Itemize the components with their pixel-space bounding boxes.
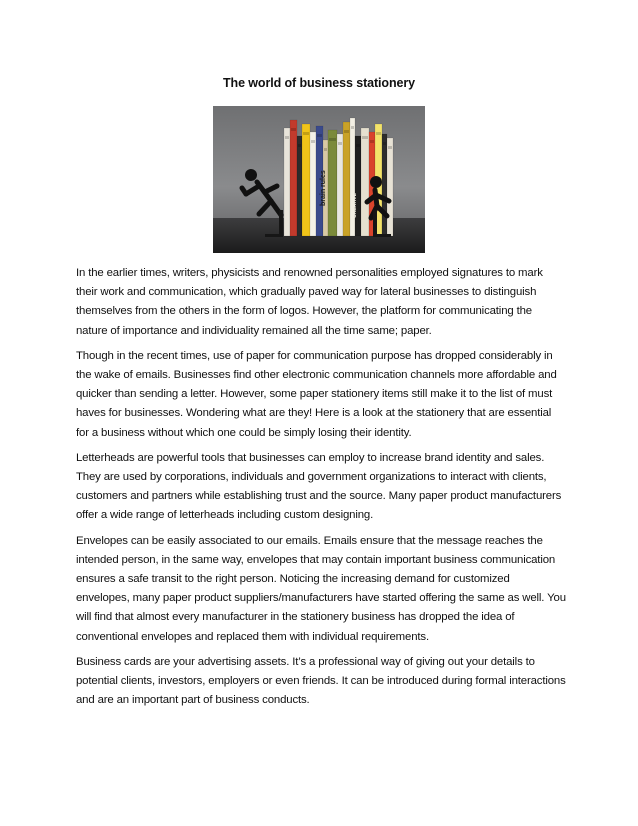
book-spine: [290, 120, 297, 236]
right-bookend-base: [373, 234, 391, 237]
book-spine-band: [370, 140, 374, 143]
book-spine-band: [298, 144, 301, 147]
paragraph-business-cards: Business cards are your advertising assets. It’s a professional way of giving out your details to potential clients, investors, employers or even friends. It can be introduced during formal interactions and are an important part of business conducts.: [76, 655, 566, 707]
book-spine: [328, 130, 337, 236]
book-spine: [382, 134, 387, 236]
paragraph-paper-decline: Though in the recent times, use of paper for communication purpose has dropped considerably in the wake of emails. Businesses find other electronic communication channels more affordable and quicker than sending a letter. However, some paper stationery items still make it to the list of must haves for businesses. Wondering what are they! Here is a look at the stationery that are essential for a business without which one could be simply losing their identity.: [76, 349, 557, 439]
book-spine-band: [344, 130, 349, 133]
book-spine: [297, 136, 302, 236]
book-spine-band: [351, 126, 354, 129]
book-spine-band: [303, 132, 309, 135]
book-spine-text-brain-rules: brain rules: [320, 170, 327, 206]
paragraph-envelopes: Envelopes can be easily associated to our emails. Emails ensure that the message reaches the intended person, in the same way, envelopes that may contain important business communication ensures a safe transit to the right person. Noticing the increasing demand for customized envelopes, many paper product suppliers/manufacturers have started offering the same as well. You will find that almost every manufacturer in the stationery business has dropped the idea of conventional envelopes and replaced them with individual requirements.: [76, 534, 566, 643]
book-spine: [310, 132, 316, 236]
bookends-illustration: [213, 106, 425, 253]
right-bookend-plate: [373, 210, 377, 236]
book-spine-band: [338, 142, 342, 145]
book-spine: [387, 138, 393, 236]
book-spine-band: [383, 142, 386, 145]
paragraph-signatures: In the earlier times, writers, physicists and renowned personalities employed signatures to mark their work and communication, which gradually paved way for lateral businesses to distinguish themselves from the others in the form of logos. However, the platform for communicating the nature of importance and individuality remained all the time same; paper.: [76, 267, 543, 337]
book-spine-band: [356, 144, 360, 147]
book-spine: [355, 136, 361, 236]
book-spine-band: [329, 138, 336, 141]
bookends-photo: [213, 106, 425, 253]
book-spine-band: [317, 134, 322, 137]
book-spine-band: [388, 146, 392, 149]
paragraph-letterheads: Letterheads are powerful tools that businesses can employ to increase brand identity and sales. They are used by corporations, individuals and government organizations to interact with clients, customers and partners while establishing trust and the source. Many paper product manufacturers offer a wide range of letterheads including custom designing.: [76, 451, 562, 522]
book-spine-band: [324, 148, 327, 151]
document-body: [76, 264, 566, 716]
book-spine-band: [285, 136, 289, 139]
book-spine-text-creative: CREATIVE: [352, 193, 358, 218]
book-spine: [302, 124, 310, 236]
book-spine: [343, 122, 350, 236]
book-spine-band: [362, 136, 368, 139]
book-spine-band: [291, 128, 296, 131]
book-spine-band: [376, 132, 381, 135]
book-spine-band: [311, 140, 315, 143]
left-bookend-plate: [279, 210, 283, 236]
book-spine: [284, 128, 290, 236]
document-title: The world of business stationery: [223, 76, 415, 90]
book-spine: [337, 134, 343, 236]
left-bookend-base: [265, 234, 283, 237]
book-spine: [361, 128, 369, 236]
